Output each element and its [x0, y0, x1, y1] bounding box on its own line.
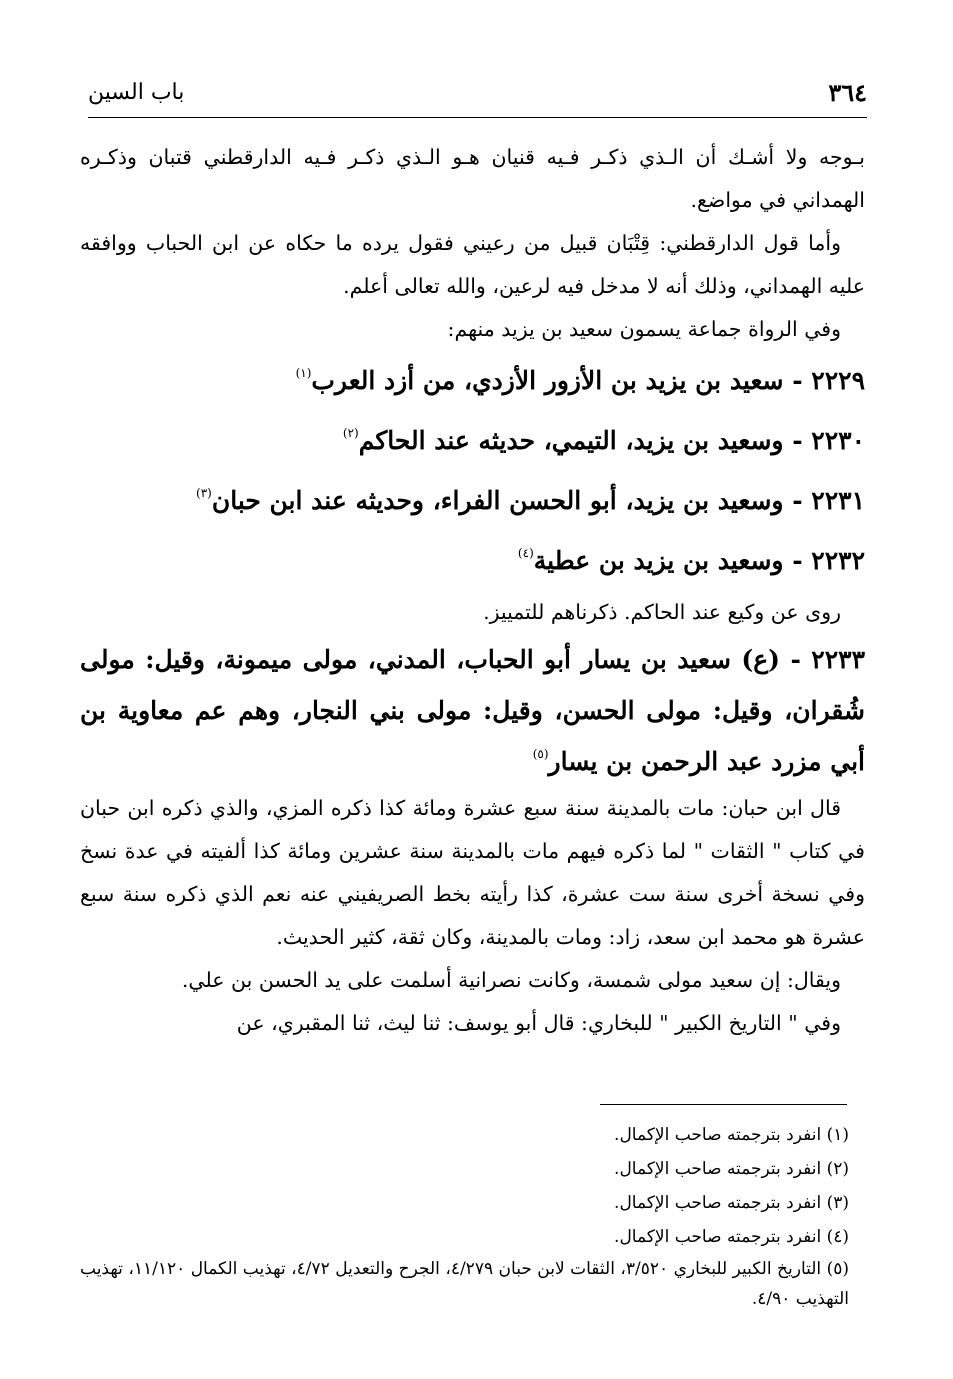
footnote-3: (٣) انفرد بترجمته صاحب الإكمال. — [614, 1193, 849, 1213]
paragraph-narrators-intro: وفي الرواة جماعة يسمون سعيد بن يزيد منهم: — [447, 317, 841, 341]
footnote-ref-3[interactable]: (٣) — [196, 486, 212, 500]
footnote-1: (١) انفرد بترجمته صاحب الإكمال. — [614, 1125, 849, 1145]
footnote-ref-4[interactable]: (٤) — [517, 546, 534, 560]
footnote-ref-5[interactable]: (٥) — [532, 747, 549, 761]
page-number: ٣٦٤ — [828, 78, 867, 107]
footnote-4: (٤) انفرد بترجمته صاحب الإكمال. — [614, 1227, 849, 1247]
entry-heading-text: ٢٢٣٠ - وسعيد بن يزيد، التيمي، حديثه عند الحاكم — [358, 426, 865, 455]
footnote-rule — [600, 1104, 847, 1105]
paragraph-shamsa: ويقال: إن سعيد مولى شمسة، وكانت نصرانية أسلمت على يد الحسن بن علي. — [181, 968, 841, 992]
entry-2233 — [80, 634, 865, 787]
entry-heading-text: ٢٢٢٩ - سعيد بن يزيد بن الأزور الأزدي، من أزد العرب — [311, 366, 865, 395]
entry-heading-text: ٢٢٣٢ - وسعيد بن يزيد بن عطية — [533, 546, 865, 575]
entry-heading-text: ٢٢٣١ - وسعيد بن يزيد، أبو الحسن الفراء، وحديثه عند ابن حبان — [211, 486, 865, 515]
paragraph-continued: بـوجه ولا أشـك أن الـذي ذكـر فـيه قنيان هـو الـذي ذكـر فـيه الدارقطني قتبان وذكـره الهمداني في مواضع. — [80, 145, 865, 212]
paragraph-ibn-hibban: قال ابن حبان: مات بالمدينة سنة سبع عشرة ومائة كذا ذكره المزي، والذي ذكره ابن حبان في كتاب " الثقات " لما ذكره فيهم مات بالمدينة سنة عشرين ومائة كذا ألفيته في عدة نسخ وفي نسخة أخرى سنة ست عشرة، كذا رأيته بخط الصريفيني عنه نعم الذي ذكره سنة سبع عشرة هو محمد ابن سعد، زاد: ومات بالمدينة، وكان ثقة، كثير الحديث. — [80, 796, 865, 949]
entry-2229 — [80, 351, 865, 411]
entry-2230 — [80, 411, 865, 471]
footnote-2: (٢) انفرد بترجمته صاحب الإكمال. — [614, 1159, 849, 1179]
paragraph-waki: روى عن وكيع عند الحاكم. ذكرناهم للتمييز. — [483, 600, 841, 624]
running-section-title: باب السين — [88, 80, 185, 105]
main-text — [80, 136, 865, 1045]
header-rule — [88, 117, 867, 118]
entry-2231 — [80, 471, 865, 531]
footnote-5: (٥) التاريخ الكبير للبخاري ٣/٥٢٠، الثقات لابن حبان ٤/٢٧٩، الجرح والتعديل ٤/٧٢، تهذيب الكمال ١١/١٢٠، تهذيب التهذيب ٤/٩٠. — [80, 1259, 850, 1309]
footnotes — [80, 1118, 849, 1314]
paragraph-tarikh-kabir: وفي " التاريخ الكبير " للبخاري: قال أبو يوسف: ثنا ليث، ثنا المقبري، عن — [236, 1011, 841, 1035]
paragraph-daraqutni: وأما قول الدارقطني: قِتْبَان قبيل من رعيني فقول يرده ما حكاه عن ابن الحباب ووافقه عليه الهمداني، وذلك أنه لا مدخل فيه لرعين، والله تعالى أعلم. — [80, 231, 865, 298]
entry-heading-text: ٢٢٣٣ - (ع) سعيد بن يسار أبو الحباب، المدني، مولى ميمونة، وقيل: مولى شُقران، وقيل: مولى الحسن، وقيل: مولى بني النجار، وهم عم معاوية بن أبي مزرد عبد الرحمن بن يسار — [80, 645, 865, 776]
page-header — [88, 78, 867, 114]
footnote-ref-1[interactable]: (١) — [295, 366, 312, 380]
footnote-ref-2[interactable]: (٢) — [342, 426, 359, 440]
entry-2232 — [80, 531, 865, 591]
